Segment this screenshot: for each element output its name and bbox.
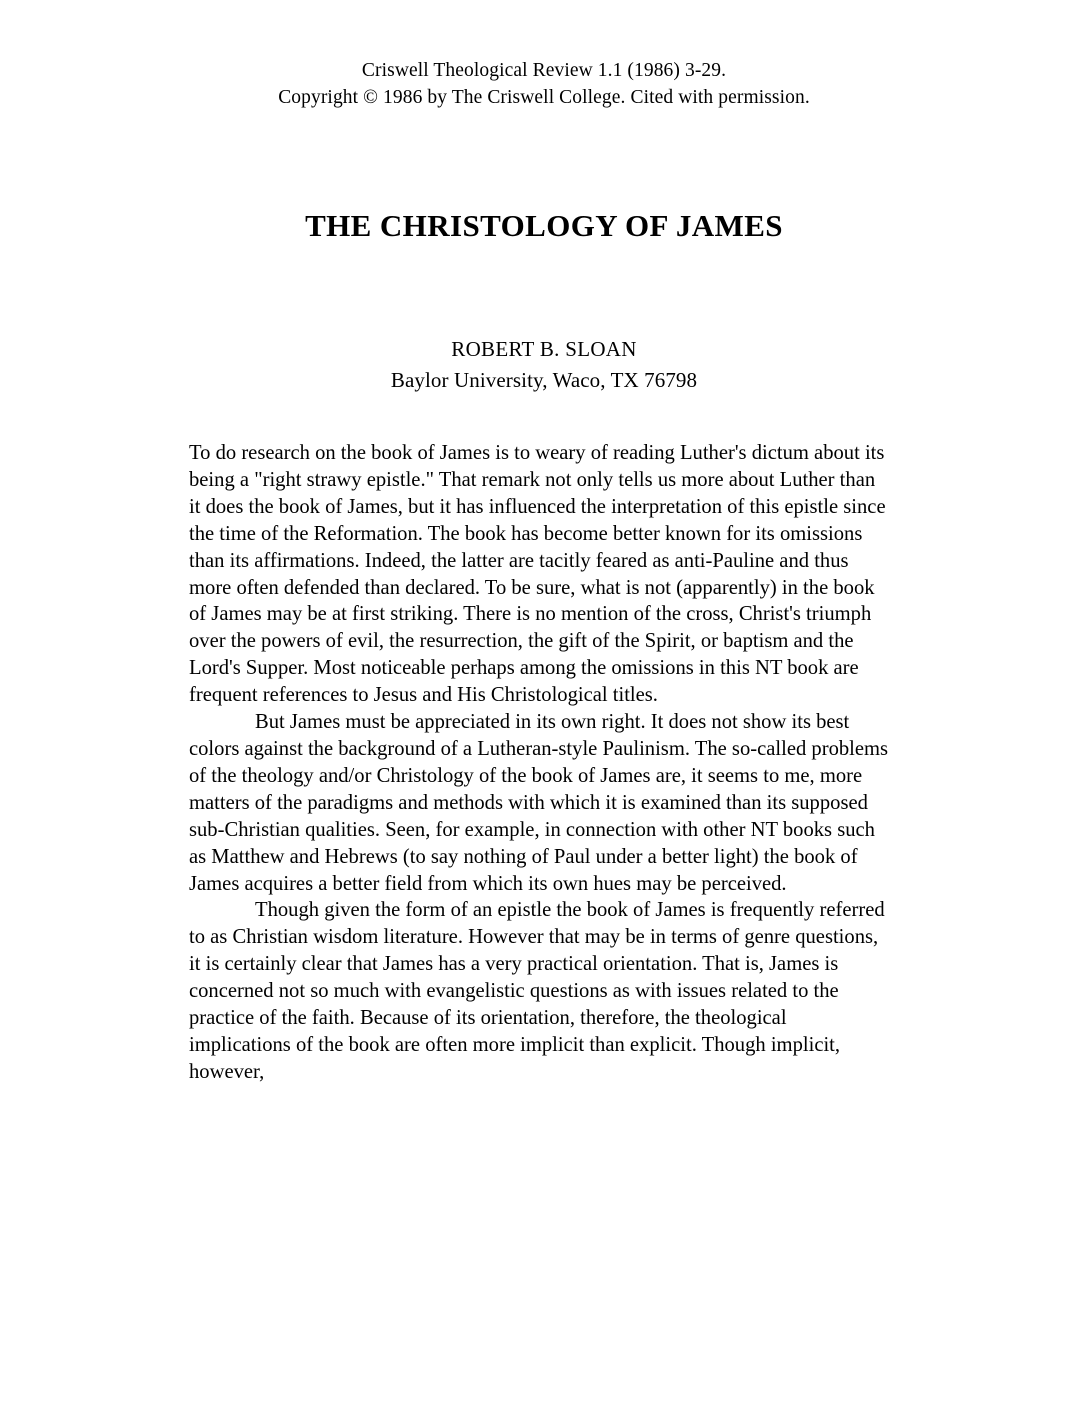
journal-citation: Criswell Theological Review 1.1 (1986) 3-29. [361, 60, 727, 81]
author-block [0, 334, 1088, 396]
body-paragraph: But James must be appreciated in its own right. It does not show its best colors against the background of a Lutheran-style Paulinism. The so-called problems of the theology and/or Christology of the book of James are, it seems to me, more matters of the paradigms and methods with which it is examined than its supposed sub-Christian qualities. Seen, for example, in connection with other NT books such as Matthew and Hebrews (to say nothing of Paul under a better light) the book of James acquires a better field from which its own hues may be perceived. [189, 711, 889, 895]
copyright-notice: Copyright © 1986 by The Criswell College. Cited with permission. [278, 87, 810, 108]
body-text [189, 440, 891, 1086]
running-header [0, 57, 1088, 111]
article-title: THE CHRISTOLOGY OF JAMES [305, 207, 783, 243]
body-paragraph: To do research on the book of James is to weary of reading Luther's dictum about its being a "right strawy epistle." That remark not only tells us more about Luther than it does the book of James, but it has influenced the interpretation of this epistle since the time of the Reformation. The book has become better known for its omissions than its affirmations. Indeed, the latter are tacitly feared as anti-Pauline and thus more often defended than declared. To be sure, what is not (apparently) in the book of James may be at first striking. There is no mention of the cross, Christ's triumph over the powers of evil, the resurrection, the gift of the Spirit, or baptism and the Lord's Supper. Most noticeable perhaps among the omissions in this NT book are frequent references to Jesus and His Christological titles. [189, 442, 886, 707]
body-paragraph: Though given the form of an epistle the book of James is frequently referred to as Christian wisdom literature. However that may be in terms of genre questions, it is certainly clear that James has a very practical orientation. That is, James is concerned not so much with evangelistic questions as with issues related to the practice of the faith. Because of its orientation, therefore, the theological implications of the book are often more implicit than explicit. Though implicit, however, [189, 899, 885, 1083]
author-affiliation: Baylor University, Waco, TX 76798 [390, 368, 698, 392]
author-name: ROBERT B. SLOAN [451, 337, 637, 361]
